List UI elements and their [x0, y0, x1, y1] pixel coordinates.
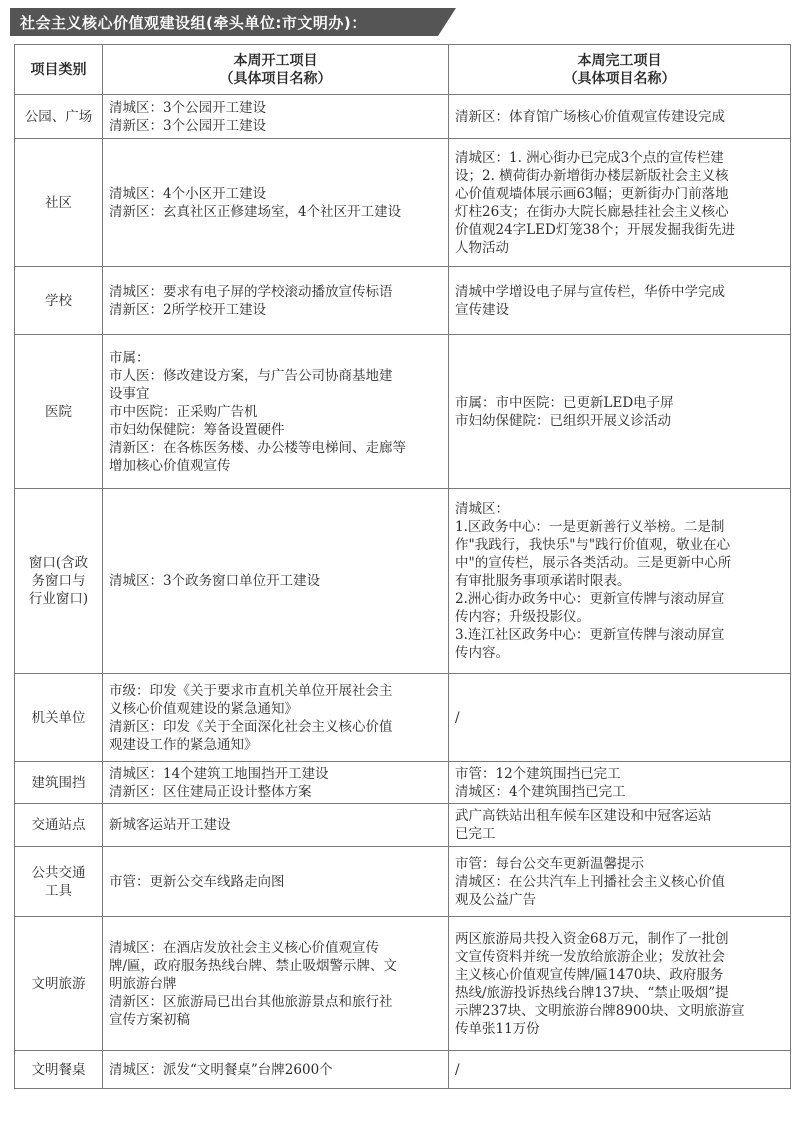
started-cell	[103, 1051, 449, 1089]
cell-line: 市管：每台公交车更新温馨提示	[455, 855, 644, 872]
cell-line: 清城区：要求有电子屏的学校滚动播放宣传标语	[109, 283, 393, 300]
completed-cell	[449, 489, 791, 674]
cell-line: 清城区：14个建筑工地围挡开工建设	[109, 765, 329, 782]
cell-line: 行业窗口)	[28, 591, 89, 607]
cell-line: 清城区：1. 洲心街办已完成3个点的宣传栏建	[455, 149, 724, 166]
cell-line: 学校	[45, 292, 72, 309]
category-cell	[15, 489, 103, 674]
cell-line: 1.区政务中心：一是更新善行义举榜。二是制	[455, 519, 725, 535]
completed-cell	[449, 917, 791, 1051]
category-cell	[15, 95, 103, 139]
cell-line: 清新区：在各栋医务楼、办公楼等电梯间、走廊等	[109, 439, 406, 456]
cell-line: 市属：市中医院：已更新LED电子屏	[455, 394, 674, 411]
cell-line: 市属：	[109, 349, 150, 366]
header-category: 项目类别	[15, 45, 103, 95]
cell-line: 公园、广场	[24, 108, 93, 125]
cell-line: /	[455, 709, 460, 726]
cell-line: 机关单位	[31, 709, 86, 726]
table-row	[15, 95, 791, 139]
cell-line: 医院	[45, 403, 72, 420]
cell-line: 观及公益广告	[455, 891, 536, 908]
completed-cell	[449, 1051, 791, 1089]
table-row	[15, 489, 791, 674]
cell-line: 清城中学增设电子屏与宣传栏，华侨中学完成	[455, 283, 725, 300]
cell-line: 窗口(含政	[28, 555, 89, 571]
cell-line: 2.洲心街办政务中心：更新宣传牌与滚动屏宣	[455, 591, 725, 607]
cell-line: 清城区：3个公园开工建设	[109, 99, 267, 116]
table-row	[15, 804, 791, 847]
cell-line: 务窗口与	[31, 573, 86, 589]
cell-line: 作"我践行，我快乐"与"践行价值观，敬业在心	[455, 537, 731, 553]
header-started	[103, 45, 449, 95]
cell-line: 工具	[45, 882, 72, 899]
cell-line: 文宣传资料并统一发放给旅游企业；发放社会	[455, 948, 725, 965]
cell-line: 已完工	[455, 826, 496, 842]
cell-line: 市妇幼保健院：已组织开展义诊活动	[455, 412, 671, 429]
cell-line: 建筑围挡	[31, 774, 86, 791]
cell-line: 热线/旅游投诉热线台牌137块、“禁止吸烟”提	[455, 984, 729, 1001]
started-cell	[103, 674, 449, 762]
header-completed	[449, 45, 791, 95]
started-cell	[103, 95, 449, 139]
category-cell	[15, 267, 103, 335]
cell-line: 清新区：区住建局正设计整体方案	[109, 783, 312, 800]
cell-line: 设；2. 横荷街办新增街办楼层新版社会主义核	[455, 167, 729, 184]
cell-line: 宣传方案初稿	[109, 1011, 190, 1028]
cell-line: 中"的宣传栏，展示各类活动。三是更新中心所	[455, 555, 732, 571]
cell-line: 灯柱26支；在街办大院长廊悬挂社会主义核心	[455, 203, 729, 220]
cell-line: 清城区：3个政务窗口单位开工建设	[109, 573, 321, 589]
cell-line: 传内容。	[455, 645, 509, 661]
table-row	[15, 139, 791, 267]
table-row	[15, 762, 791, 804]
cell-line: 文明餐桌	[31, 1061, 86, 1078]
table-row	[15, 1051, 791, 1089]
header-completed-line: （具体项目名称）	[563, 70, 676, 87]
cell-line: 市管：更新公交车线路走向图	[109, 873, 285, 890]
project-table	[14, 44, 791, 1089]
header-started-line: （具体项目名称）	[219, 70, 332, 87]
category-cell	[15, 917, 103, 1051]
cell-line: 有审批服务事项承诺时限表。	[455, 573, 631, 589]
section-title: 社会主义核心价值观建设组(牵头单位:市文明办)：	[20, 14, 367, 32]
cell-line: 清新区：区旅游局已出台其他旅游景点和旅行社	[109, 993, 393, 1010]
completed-cell	[449, 267, 791, 335]
started-cell	[103, 489, 449, 674]
cell-line: 清新区：3个公园开工建设	[109, 117, 267, 134]
cell-line: 清城区：在酒店发放社会主义核心价值观宣传	[109, 939, 379, 956]
cell-line: 新城客运站开工建设	[109, 817, 231, 833]
completed-cell	[449, 674, 791, 762]
completed-cell	[449, 847, 791, 917]
cell-line: 市中医院：正采购广告机	[109, 403, 258, 420]
category-cell	[15, 1051, 103, 1089]
started-cell	[103, 762, 449, 804]
cell-line: 心价值观墙体展示画63幅；更新街办门前落地	[455, 185, 729, 202]
category-cell	[15, 847, 103, 917]
completed-cell	[449, 804, 791, 847]
completed-cell	[449, 95, 791, 139]
cell-line: /	[455, 1061, 460, 1078]
table-row	[15, 917, 791, 1051]
cell-line: 市管：12个建筑围挡已完工	[455, 765, 621, 782]
table-row	[15, 674, 791, 762]
cell-line: 人物活动	[455, 239, 509, 256]
cell-line: 增加核心价值观宣传	[109, 457, 231, 474]
cell-line: 清新区：2所学校开工建设	[109, 301, 267, 318]
started-cell	[103, 139, 449, 267]
cell-line: 观建设工作的紧急通知》	[109, 736, 258, 753]
cell-line: 公共交通	[31, 864, 86, 881]
cell-line: 设事宜	[109, 385, 150, 402]
cell-line: 清城区：在公共汽车上刊播社会主义核心价值	[455, 873, 725, 890]
category-cell	[15, 762, 103, 804]
completed-cell	[449, 762, 791, 804]
started-cell	[103, 804, 449, 847]
cell-line: 清新区：玄真社区正修建场室，4个社区开工建设	[109, 203, 402, 220]
cell-line: 清城区：派发“文明餐桌”台牌2600个	[109, 1061, 333, 1078]
header-completed-line: 本周完工项目	[577, 52, 662, 69]
table-row	[15, 847, 791, 917]
category-cell	[15, 335, 103, 489]
cell-line: 市人医：修改建设方案，与广告公司协商基地建	[109, 367, 393, 384]
cell-line: 传单张11万份	[455, 1020, 540, 1037]
header-started-line: 本周开工项目	[233, 52, 318, 69]
cell-line: 清新区：印发《关于全面深化社会主义核心价值	[109, 718, 393, 735]
started-cell	[103, 917, 449, 1051]
category-cell	[15, 674, 103, 762]
completed-cell	[449, 139, 791, 267]
cell-line: 交通站点	[31, 817, 86, 833]
cell-line: 明旅游台牌	[109, 975, 177, 992]
started-cell	[103, 847, 449, 917]
cell-line: 宣传建设	[455, 301, 509, 318]
table-row	[15, 335, 791, 489]
cell-line: 文明旅游	[31, 975, 86, 992]
started-cell	[103, 267, 449, 335]
cell-line: 武广高铁站出租车候车区建设和中冠客运站	[455, 808, 712, 824]
cell-line: 清新区：体育馆广场核心价值观宣传建设完成	[455, 108, 725, 125]
cell-line: 两区旅游局共投入资金68万元，制作了一批创	[455, 930, 729, 947]
category-cell	[15, 804, 103, 847]
cell-line: 清城区：	[455, 501, 509, 517]
completed-cell	[449, 335, 791, 489]
category-cell	[15, 139, 103, 267]
cell-line: 主义核心价值观宣传牌/匾1470块、政府服务	[455, 966, 724, 983]
cell-line: 市妇幼保健院：筹备设置硬件	[109, 421, 285, 438]
cell-line: 清城区：4个建筑围挡已完工	[455, 783, 626, 800]
cell-line: 义核心价值观建设的紧急通知》	[109, 700, 298, 717]
cell-line: 清城区：4个小区开工建设	[109, 185, 267, 202]
cell-line: 示牌237块、文明旅游台牌8900块、文明旅游宣	[455, 1002, 745, 1019]
cell-line: 社区	[45, 194, 72, 211]
table-row	[15, 267, 791, 335]
started-cell	[103, 335, 449, 489]
cell-line: 市级：印发《关于要求市直机关单位开展社会主	[109, 682, 393, 699]
cell-line: 价值观24字LED灯笼38个；开展发掘我街先进	[455, 221, 735, 238]
cell-line: 牌/匾，政府服务热线台牌、禁止吸烟警示牌、文	[109, 957, 398, 974]
cell-line: 3.连江社区政务中心：更新宣传牌与滚动屏宣	[455, 627, 725, 643]
header-row	[15, 45, 791, 95]
cell-line: 传内容；升级投影仪。	[455, 609, 590, 625]
section-banner	[10, 8, 438, 36]
